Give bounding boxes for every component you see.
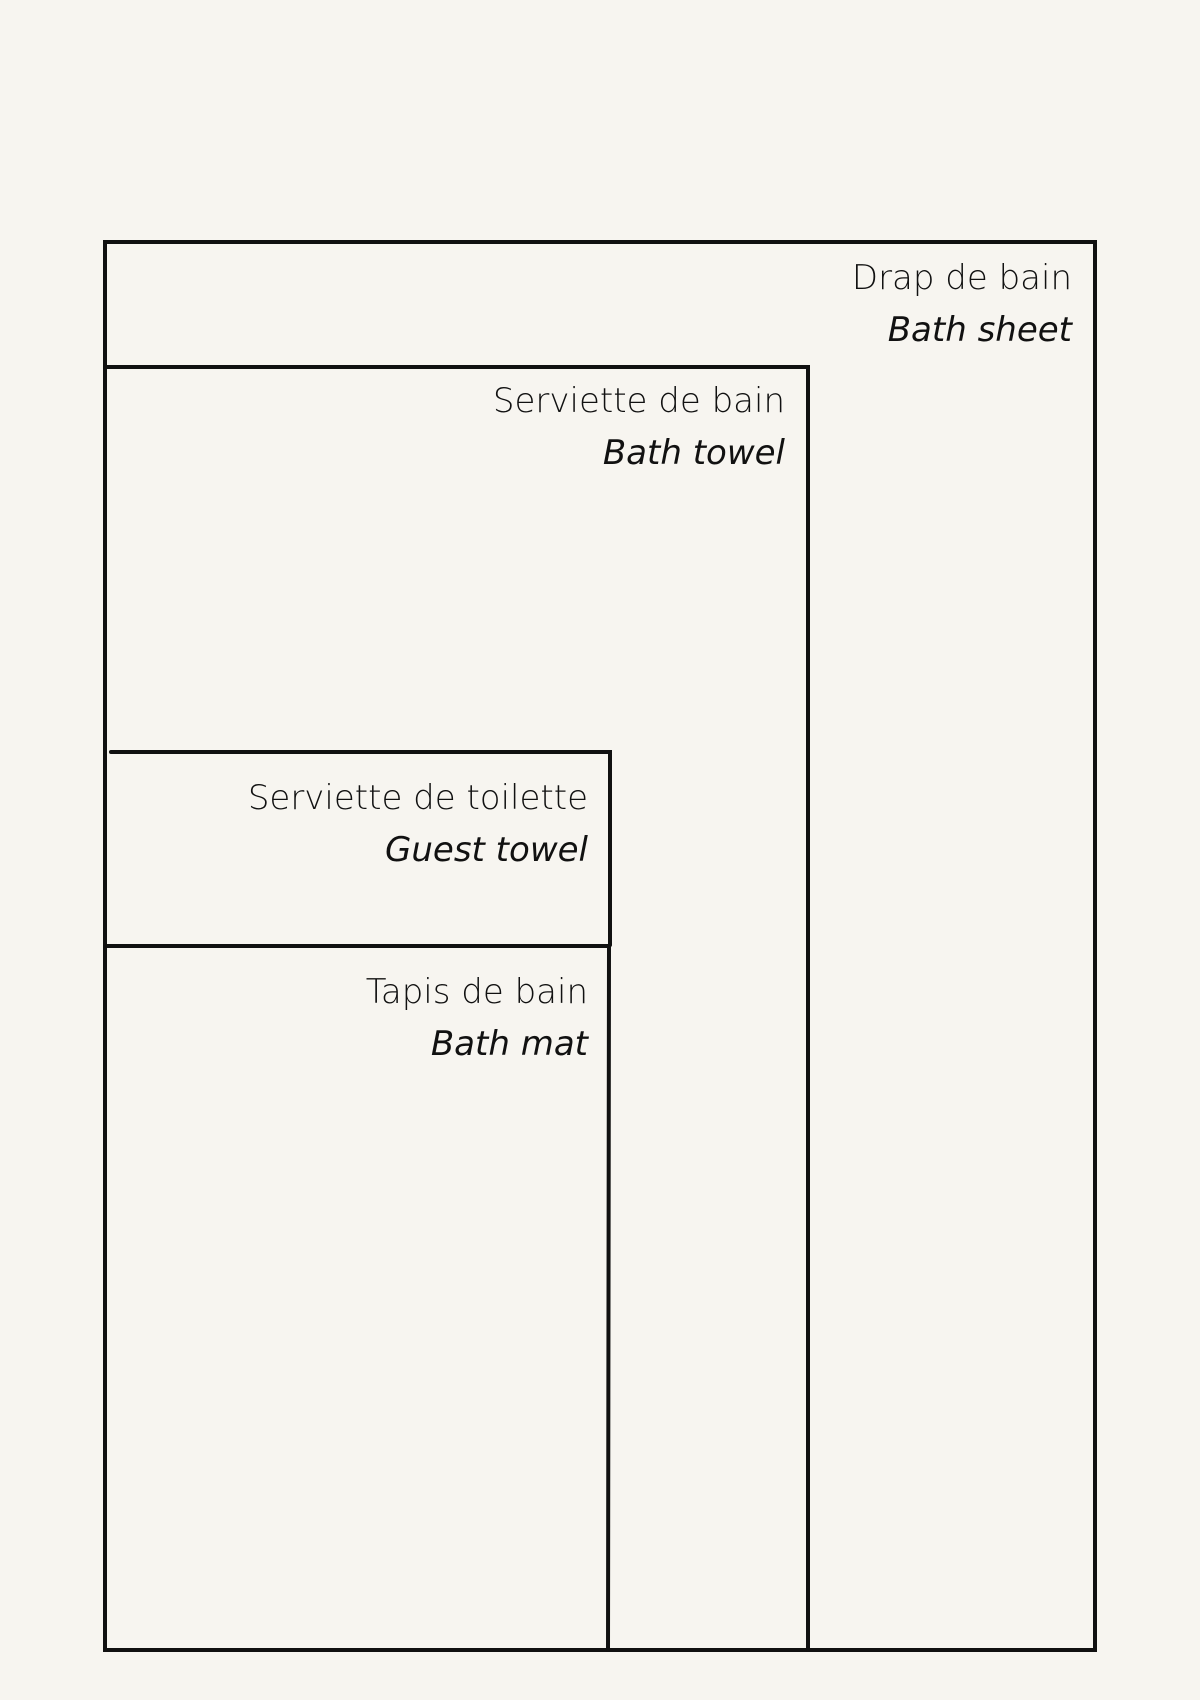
bath-sheet-label (852, 252, 1072, 356)
bath-mat-name-en: Bath mat (430, 1024, 588, 1064)
bath-sheet-name-fr: Drap de bain (851, 258, 1072, 298)
bath-mat-label (366, 966, 588, 1070)
bath-towel-name-en: Bath towel (602, 433, 785, 473)
bath-mat-name-fr: Tapis de bain (365, 972, 588, 1012)
bath-towel-name-fr: Serviette de bain (492, 381, 785, 421)
bath-towel-label (493, 375, 785, 479)
guest-towel-name-fr: Serviette de toilette (247, 778, 588, 818)
guest-towel-name-en: Guest towel (385, 830, 588, 870)
bath-sheet-name-en: Bath sheet (887, 310, 1072, 350)
guest-towel-label (248, 772, 588, 876)
